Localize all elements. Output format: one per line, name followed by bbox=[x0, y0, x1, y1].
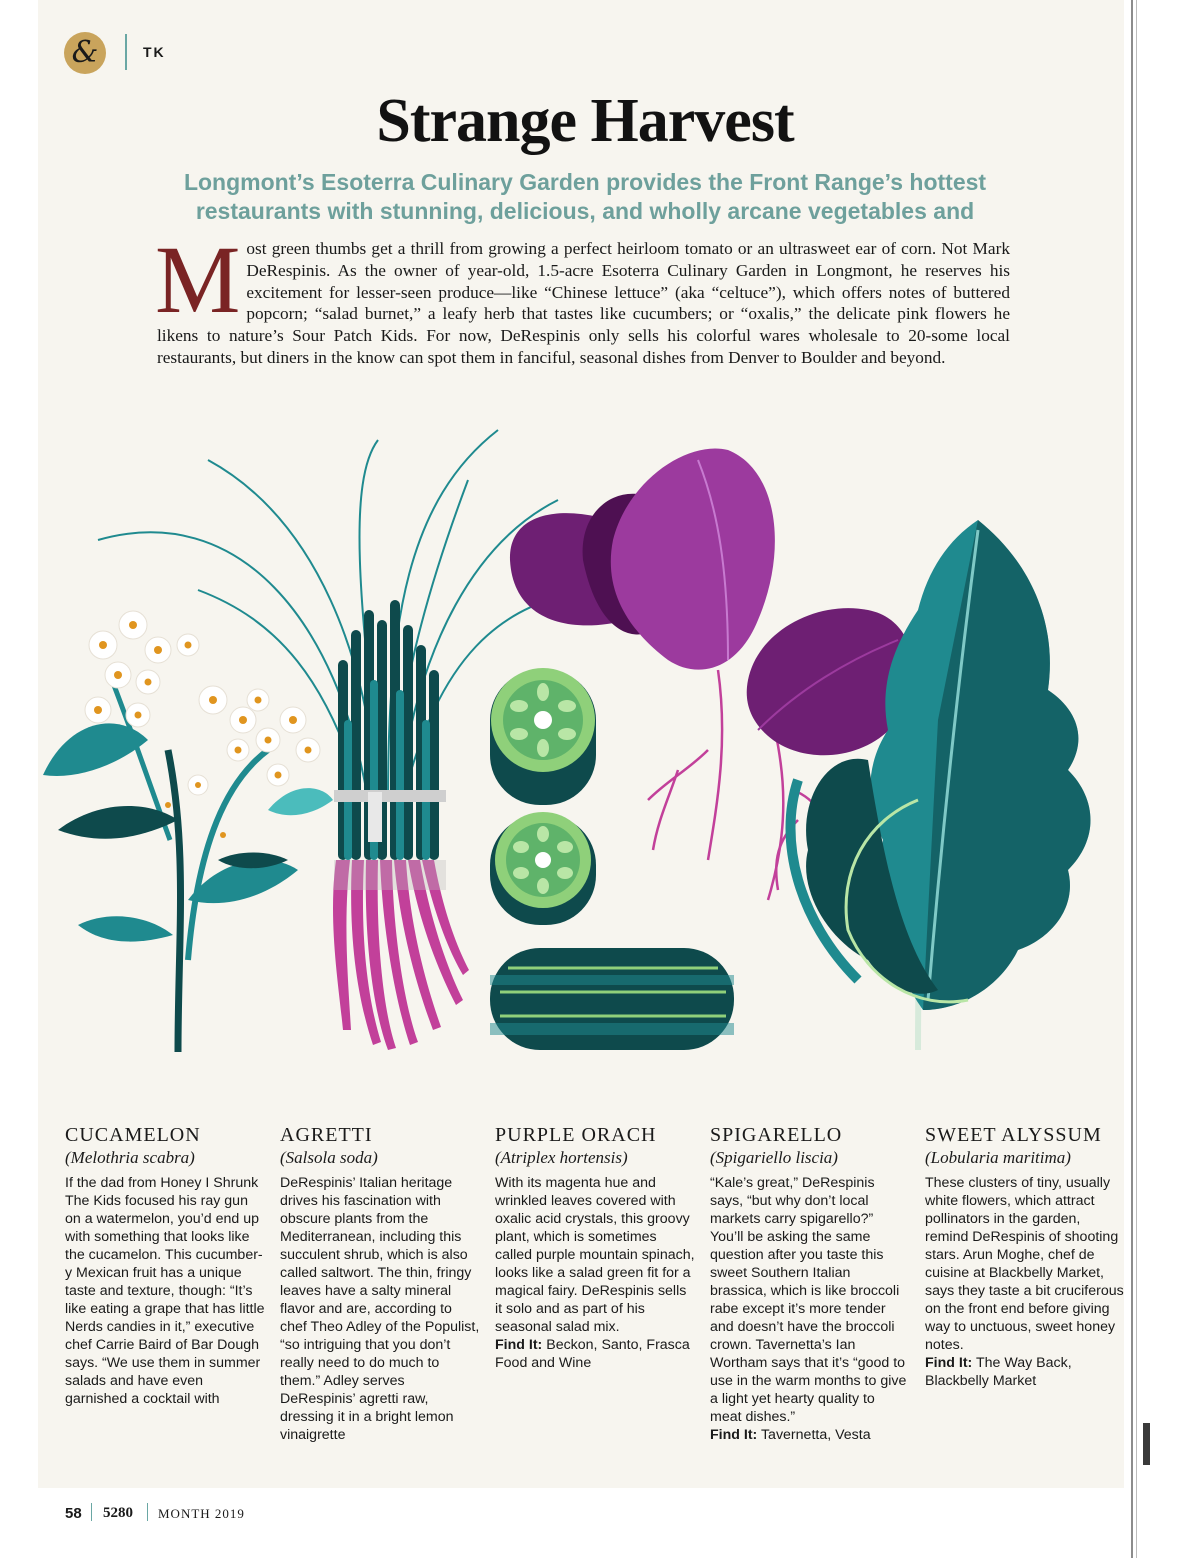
issue-date: MONTH 2019 bbox=[158, 1506, 245, 1521]
column-agretti bbox=[280, 1124, 480, 1444]
page-number: 58 bbox=[65, 1505, 82, 1522]
column-heading: SPIGARELLO bbox=[710, 1124, 843, 1146]
scroll-marker bbox=[1143, 1423, 1150, 1465]
column-body bbox=[710, 1174, 910, 1444]
column-body bbox=[280, 1174, 480, 1444]
find-it-label: Find It: bbox=[710, 1427, 758, 1443]
column-latin-name: (Spigariello liscia) bbox=[710, 1148, 838, 1167]
intro-text: ost green thumbs get a thrill from growing a perfect heirloom tomato or an ultrasweet ear of corn. Not Mark DeRespinis. As the owner of year-old, 1.5-acre Esoterra Culinary Garden in Longmont, he reserves his excitement for lesser-seen produce—like “Chinese lettuce” (aka “celtuce”), which offers notes of buttered popcorn; “salad burnet,” a leafy herb that tastes like cucumbers; or “oxalis,” the delicate pink flowers he likens to nature’s Sour Patch Kids. For now, DeRespinis only sells his colorful wares wholesale to 20-some local restaurants, but diners in the know can spot them in fanciful, seasonal dishes from Denver to Boulder and beyond. bbox=[157, 239, 1010, 367]
column-text: These clusters of tiny, usually white flowers, which attract pollinators in the garden, remind DeRespinis of shooting stars. Arun Moghe, chef de cuisine at Blackbelly Market, says they taste a bit cruciferous on the front end before giving way to unctuous, sweet honey notes. bbox=[925, 1175, 1124, 1353]
column-sweet-alyssum bbox=[925, 1124, 1125, 1390]
column-heading: SWEET ALYSSUM bbox=[925, 1124, 1102, 1146]
magazine-name: 5280 bbox=[103, 1505, 133, 1521]
column-latin-name: (Salsola soda) bbox=[280, 1148, 378, 1167]
sweet-alyssum-icon bbox=[43, 611, 333, 1052]
section-label: TK bbox=[143, 44, 166, 60]
column-body bbox=[65, 1174, 265, 1408]
find-it-value: The Way Back, Blackbelly Market bbox=[925, 1355, 1072, 1389]
find-it-value: Tavernetta, Vesta bbox=[760, 1427, 871, 1443]
column-heading: CUCAMELON bbox=[65, 1124, 201, 1146]
find-it-value: Beckon, Santo, Frasca Food and Wine bbox=[495, 1337, 690, 1371]
cucamelon-icon bbox=[490, 668, 734, 1050]
column-spigarello bbox=[710, 1124, 910, 1444]
article-dek: Longmont’s Esoterra Culinary Garden provides the Front Range’s hottest restaurants with stunning, delicious, and wholly arcane vegetables and bbox=[183, 169, 987, 224]
column-latin-name: (Melothria scabra) bbox=[65, 1148, 195, 1167]
spigarello-icon bbox=[791, 520, 1091, 1050]
column-heading: PURPLE ORACH bbox=[495, 1124, 657, 1146]
drop-cap: M bbox=[155, 226, 241, 333]
column-cucamelon bbox=[65, 1124, 265, 1408]
column-body bbox=[925, 1174, 1125, 1390]
find-it-label: Find It: bbox=[495, 1337, 543, 1353]
article-title: Strange Harvest bbox=[376, 87, 794, 155]
intro-paragraph bbox=[155, 226, 1010, 369]
column-text: DeRespinis’ Italian heritage drives his fascination with obscure plants from the Mediterranean, including this succulent shrub, which is also called saltwort. The thin, fringy leaves have a salty mineral flavor and are, according to chef Theo Adley of the Populist, “so intriguing that you don’t really need to do much to them.” Adley serves DeRespinis’ agretti raw, dressing it in a bright lemon vinaigrette bbox=[280, 1175, 480, 1443]
column-heading: AGRETTI bbox=[280, 1124, 373, 1146]
page-edge-line bbox=[1131, 0, 1133, 1558]
column-latin-name: (Atriplex hortensis) bbox=[495, 1148, 628, 1167]
folio-divider bbox=[147, 1503, 148, 1521]
column-text: With its magenta hue and wrinkled leaves covered with oxalic acid crystals, this groovy plant, which is sometimes called purple mountain spinach, looks like a salad green fit for a magical fairy. DeRespinis sells it solo and as part of his seasonal salad mix. bbox=[495, 1175, 695, 1335]
folio-divider bbox=[91, 1503, 92, 1521]
header-divider bbox=[125, 34, 127, 70]
ampersand-logo-icon: & bbox=[64, 32, 106, 74]
find-it-label: Find It: bbox=[925, 1355, 973, 1371]
page-edge-line-inner bbox=[1136, 0, 1137, 1558]
column-purple-orach bbox=[495, 1124, 695, 1372]
column-text: “Kale’s great,” DeRespinis says, “but why don’t local markets carry spigarello?” You’ll be asking the same question after you taste this sweet Southern Italian brassica, which is like broccoli rabe except it’s more tender and doesn’t have the broccoli crown. Tavernetta’s Ian Wortham says that it’s “good to use in the warm months to give a light yet hearty quality to meat dishes.” bbox=[710, 1175, 907, 1425]
column-latin-name: (Lobularia maritima) bbox=[925, 1148, 1071, 1167]
column-body bbox=[495, 1174, 695, 1372]
vegetable-illustration bbox=[38, 420, 1124, 1070]
column-text: If the dad from Honey I Shrunk The Kids focused his ray gun on a watermelon, you’d end up with something that looks like the cucamelon. This cucumber-y Mexican fruit has a unique taste and texture, though: “It’s like eating a grape that has little Nerds candies in it,” executive chef Carrie Baird of Bar Dough says. “We use them in summer salads and have even garnished a cocktail with bbox=[65, 1175, 265, 1407]
